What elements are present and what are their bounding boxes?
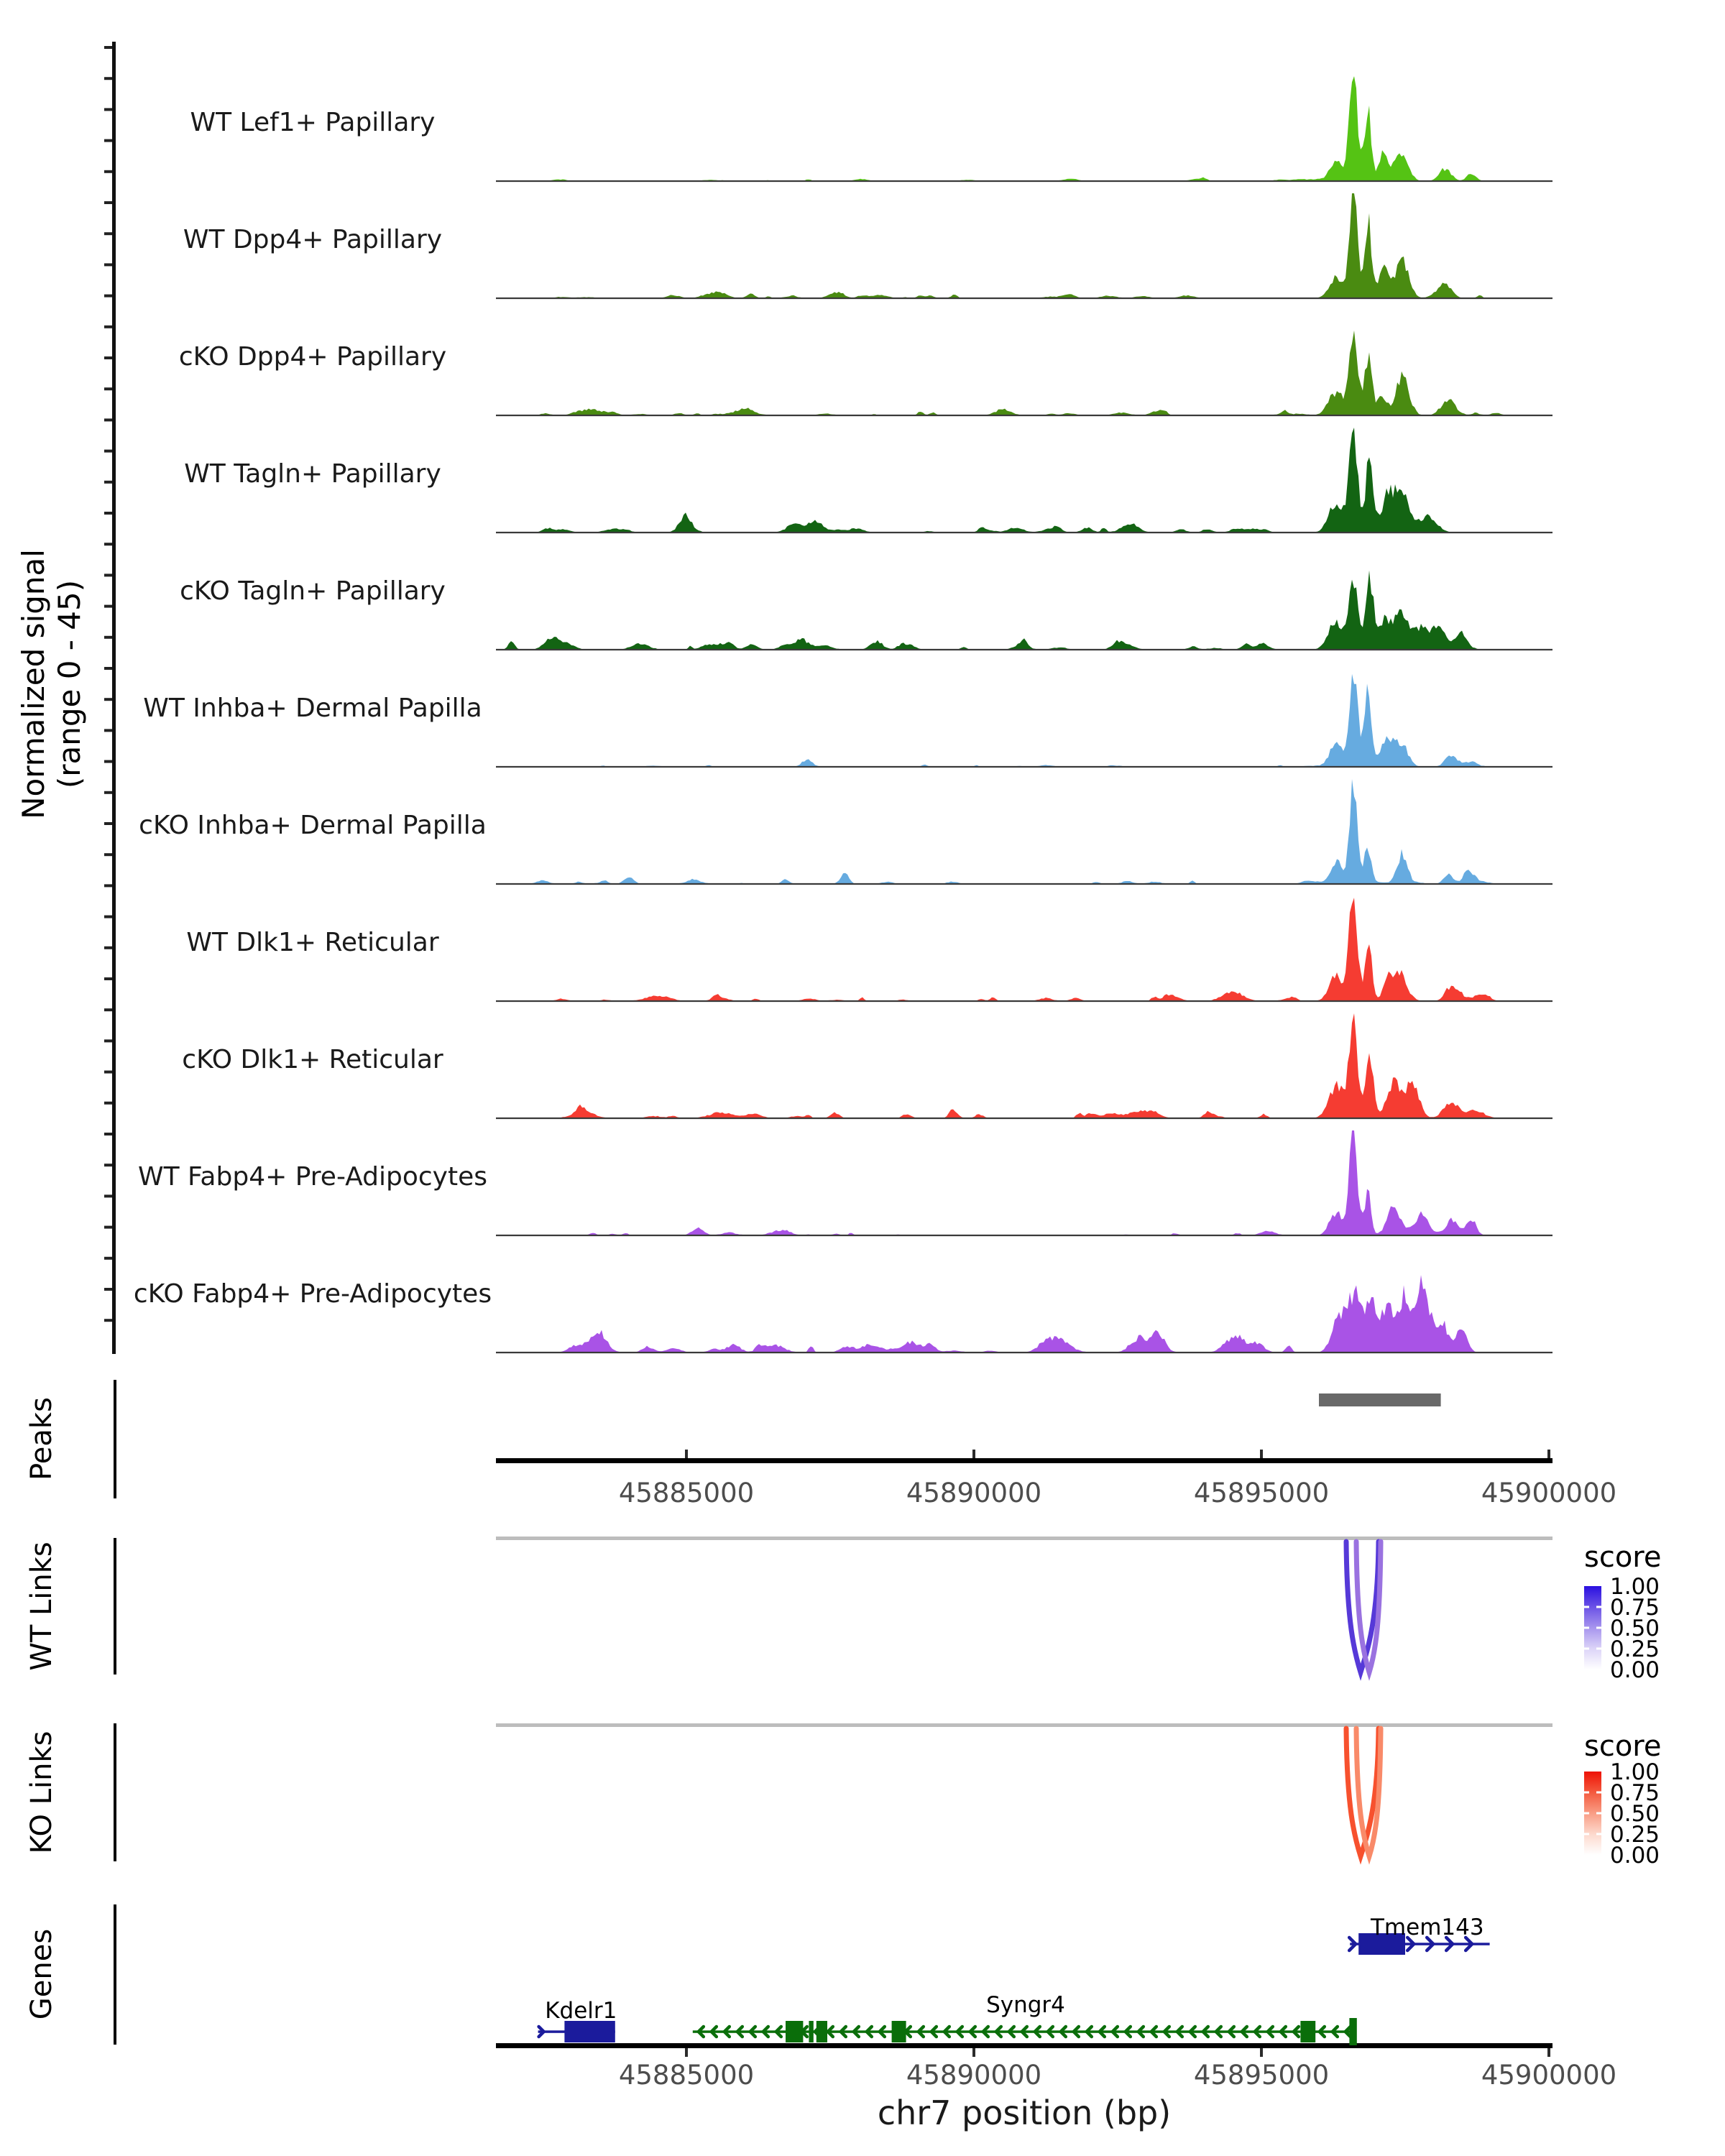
y-axis-tick [104,232,112,235]
gene-exon [1349,2018,1356,2045]
x-axis-title: chr7 position (bp) [877,2093,1172,2132]
coverage-track-cko-tagln-papillary [180,571,1552,650]
score-legend-gradient-tick [1584,1627,1589,1629]
coverage-track-cko-fabp4-pre-adipocytes [134,1275,1552,1353]
score-legend-gradient-tick [1596,1833,1601,1835]
peaks-axis-tick [685,1450,688,1458]
y-axis-tick [104,573,112,576]
y-axis-tick [104,667,112,670]
score-legend-gradient-tick [1596,1606,1601,1608]
genes-bracket [114,1904,116,2045]
score-legend-gradient-tick [1584,1648,1589,1650]
ko-links-bracket [114,1723,116,1861]
peaks-section-label: Peaks [25,1397,58,1480]
y-axis-tick [104,977,112,980]
track-label: WT Tagln+ Papillary [184,459,441,489]
y-axis-tick [104,605,112,608]
y-axis-tick [104,450,112,453]
y-axis-tick [104,1257,112,1260]
y-axis-tick [104,139,112,142]
coverage-area [496,193,1552,298]
track-label: cKO Dlk1+ Reticular [182,1045,443,1074]
gene-exon [809,2021,813,2042]
peaks-axis-tick [972,1450,975,1458]
track-label: WT Inhba+ Dermal Papilla [143,694,482,723]
y-axis-tick [104,729,112,732]
score-legend-gradient-tick [1584,1833,1589,1835]
score-legend-gradient-tick [1596,1792,1601,1794]
peaks-axis-line [496,1458,1552,1463]
coverage-area [496,898,1552,1001]
y-axis-tick [104,170,112,173]
bottom-axis-tick [972,2048,975,2057]
y-axis-tick [104,1194,112,1197]
y-axis-tick [104,853,112,856]
peaks-bracket [114,1380,116,1498]
y-axis-tick [104,1008,112,1011]
peaks-axis-tick-label: 45885000 [618,1478,755,1508]
bottom-axis-tick-label: 45885000 [618,2060,755,2091]
bottom-axis-tick [1260,2048,1263,2057]
y-axis-tick [104,418,112,421]
y-axis-tick [104,77,112,80]
coverage-track-cko-dpp4-papillary [179,331,1552,415]
score-legend-gradient-tick [1584,1792,1589,1794]
score-legend-title: score [1584,1541,1662,1574]
gene-exon [564,2021,615,2042]
coverage-area [496,1275,1552,1353]
y-axis-tick [104,1102,112,1105]
score-legend-title: score [1584,1730,1662,1763]
y-axis-tick [104,481,112,484]
bottom-axis-tick-label: 45900000 [1481,2060,1617,2091]
score-legend-gradient-tick [1584,1812,1589,1815]
y-axis-tick [104,356,112,359]
tracks-axis-title-line1: Normalized signal [16,549,51,819]
track-label: WT Fabp4+ Pre-Adipocytes [138,1162,487,1192]
coverage-area [496,1013,1552,1118]
y-axis-tick [104,326,112,328]
coverage-track-cko-dlk1-reticular [182,1013,1552,1118]
score-legend-tick-label: 0.00 [1610,1843,1660,1869]
tracks-axis-title-line2: (range 0 - 45) [52,579,87,789]
links-baseline [496,1723,1552,1727]
gene-kdelr1 [538,1998,617,2042]
y-axis-tick [104,1226,112,1229]
coverage-area [496,674,1552,767]
y-axis-tick [104,543,112,545]
score-legend-tick-label: 1.00 [1610,1759,1660,1785]
gene-name-label: Kdelr1 [545,1998,617,2024]
bottom-axis-tick [1547,2048,1550,2057]
peaks-axis-tick-label: 45890000 [906,1478,1042,1508]
coverage-track-cko-inhba-dermal-papilla [139,779,1552,884]
bottom-axis-tick-label: 45895000 [1193,2060,1330,2091]
y-axis-tick [104,1133,112,1135]
y-axis-tick [104,1319,112,1322]
score-legend-gradient-tick [1596,1627,1601,1629]
y-axis-tick [104,884,112,887]
y-axis-tick [104,201,112,204]
y-axis-tick [104,512,112,515]
y-axis-tick [104,791,112,794]
gene-tmem143 [1349,1915,1489,1955]
track-label: cKO Tagln+ Papillary [180,576,446,606]
score-legend-tick-label: 0.50 [1610,1801,1660,1827]
gene-exon [1300,2021,1315,2042]
y-axis-tick [104,387,112,390]
track-label: cKO Dpp4+ Papillary [178,342,447,372]
bottom-axis-tick [685,2048,688,2057]
y-axis-tick [104,1164,112,1166]
score-legend-tick-label: 0.00 [1610,1657,1660,1683]
coverage-track-wt-fabp4-pre-adipocytes [138,1130,1552,1235]
score-legend-tick-label: 0.75 [1610,1595,1660,1621]
y-axis-tick [104,698,112,701]
coverage-area [496,779,1552,884]
y-axis-tick [104,46,112,49]
wt-links-section-label: WT Links [25,1542,58,1671]
track-label: WT Lef1+ Papillary [190,108,436,137]
score-legend-gradient-tick [1584,1606,1589,1608]
y-axis-tick [104,1039,112,1042]
y-axis-tick [104,760,112,763]
track-label: cKO Fabp4+ Pre-Adipocytes [133,1279,492,1309]
track-label: WT Dlk1+ Reticular [186,928,439,957]
score-legend-tick-label: 0.50 [1610,1616,1660,1641]
gene-name-label: Syngr4 [986,1992,1065,2018]
y-axis-tick [104,916,112,918]
genes-section-label: Genes [25,1928,58,2020]
peaks-axis-tick-label: 45895000 [1193,1478,1330,1508]
peaks-axis-tick-label: 45900000 [1481,1478,1617,1508]
score-legend-tick-label: 0.25 [1610,1822,1660,1848]
wt-links-bracket [114,1538,116,1674]
bottom-axis-tick-label: 45890000 [906,2060,1042,2091]
bottom-axis-line [496,2043,1552,2048]
gene-name-label: Tmem143 [1371,1915,1484,1940]
coverage-track-wt-dlk1-reticular [186,898,1552,1001]
gene-exon [786,2021,803,2042]
y-axis-tick [104,1288,112,1291]
y-axis-tick [104,636,112,639]
coverage-track-wt-dpp4-papillary [183,193,1552,298]
score-legend-tick-label: 1.00 [1610,1574,1660,1600]
coverage-track-wt-inhba-dermal-papilla [143,674,1552,767]
y-axis-tick [104,946,112,949]
tracks-y-axis [112,42,116,1354]
coverage-area [496,76,1552,181]
wt-links-panel [496,1537,1661,1683]
links-baseline [496,1537,1552,1540]
gene-exon [816,2021,827,2042]
score-legend-tick-label: 0.75 [1610,1780,1660,1806]
gene-syngr4 [693,1992,1357,2045]
score-legend-gradient-tick [1596,1648,1601,1650]
coverage-track-wt-lef1-papillary [190,76,1552,181]
y-axis-tick [104,295,112,298]
y-axis-tick [104,822,112,825]
coverage-area [496,428,1552,533]
coverage-track-wt-tagln-papillary [184,428,1552,533]
peaks-axis-tick [1260,1450,1263,1458]
y-axis-tick [104,263,112,266]
track-label: cKO Inhba+ Dermal Papilla [139,811,487,840]
ko-links-section-label: KO Links [25,1731,58,1854]
track-label: WT Dpp4+ Papillary [183,225,443,254]
score-legend-tick-label: 0.25 [1610,1636,1660,1662]
score-legend-gradient-tick [1596,1812,1601,1815]
coverage-area [496,331,1552,415]
coverage-area [496,1130,1552,1235]
y-axis-tick [104,108,112,111]
peaks-axis-tick [1547,1450,1550,1458]
peak-region-bar [1319,1393,1441,1406]
gene-exon [892,2021,906,2042]
ko-links-panel [496,1723,1661,1869]
coverage-area [496,571,1552,650]
y-axis-tick [104,1071,112,1074]
